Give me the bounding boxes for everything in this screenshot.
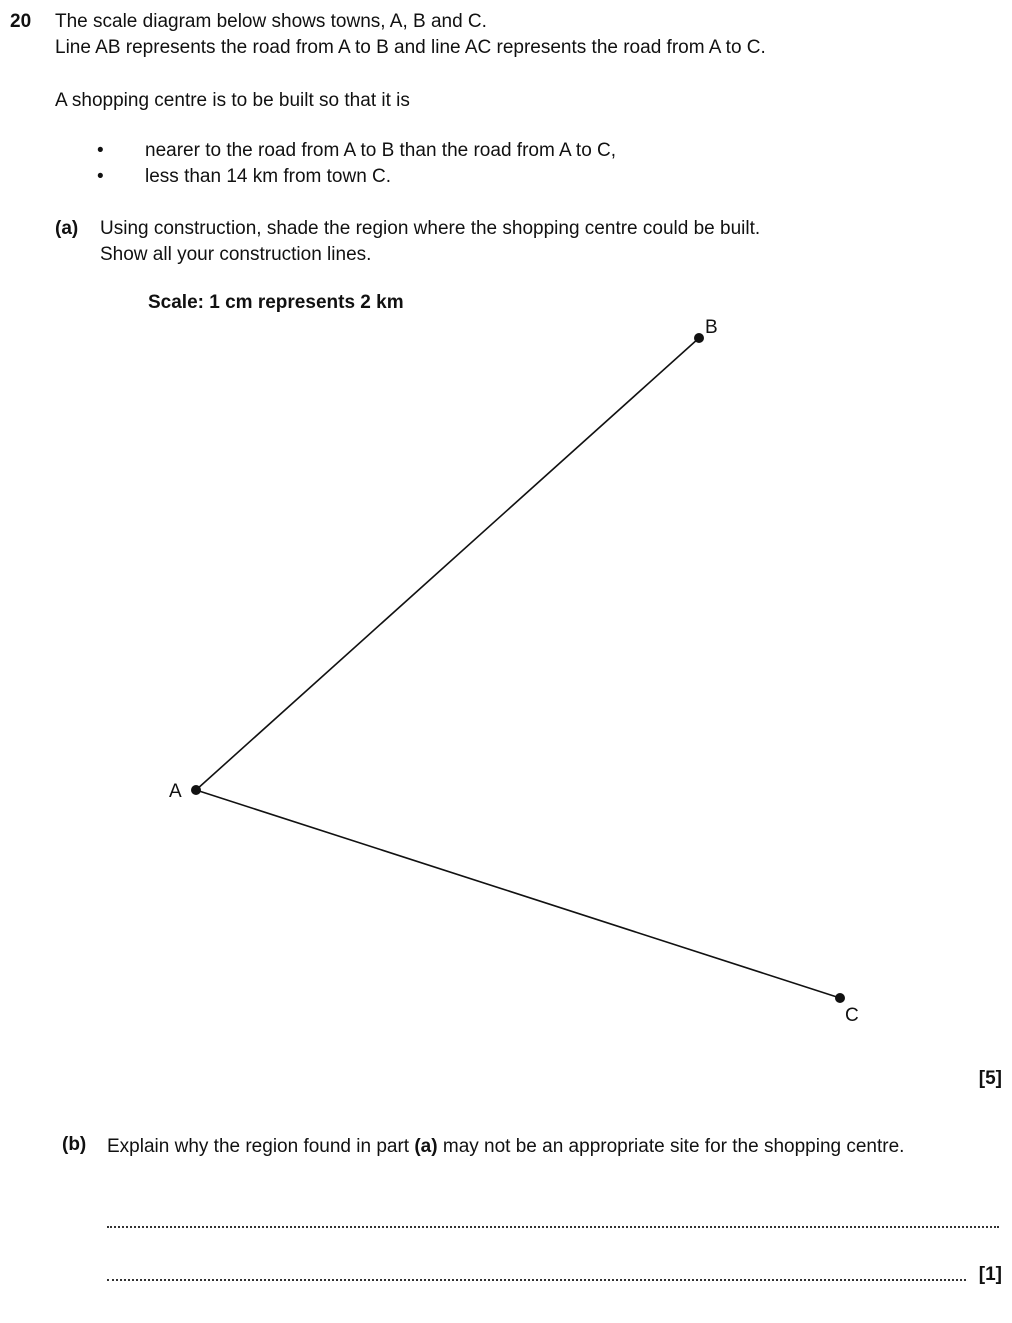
condition-nearer-to-ab: nearer to the road from A to B than the road from A to C, — [145, 140, 617, 161]
condition-distance-from-c: less than 14 km from town C. — [145, 166, 392, 187]
road-line-ab — [196, 338, 699, 790]
town-c-point — [835, 993, 845, 1003]
shopping-centre-intro: A shopping centre is to be built so that it is — [55, 90, 410, 111]
part-a-instruction-1: Using construction, shade the region where the shopping centre could be built. — [100, 218, 761, 239]
town-b-point — [694, 333, 704, 343]
part-b-text-start: Explain why the region found in part — [107, 1136, 415, 1157]
part-a-instruction-2: Show all your construction lines. — [100, 244, 372, 265]
town-a-label: A — [169, 781, 182, 802]
answer-line-1[interactable] — [107, 1226, 999, 1228]
scale-label: Scale: 1 cm represents 2 km — [148, 292, 404, 313]
question-intro-line-1: The scale diagram below shows towns, A, B and C. — [55, 11, 487, 32]
answer-line-2[interactable] — [107, 1279, 966, 1281]
part-a-label: (a) — [55, 218, 79, 239]
part-b-label: (b) — [62, 1134, 87, 1155]
bullet-icon: • — [97, 166, 104, 187]
bullet-icon: • — [97, 140, 104, 161]
town-c-label: C — [845, 1005, 859, 1026]
part-b-marks: [1] — [978, 1264, 1002, 1285]
question-intro-line-2: Line AB represents the road from A to B and line AC represents the road from A to C. — [55, 37, 766, 58]
town-b-label: B — [705, 317, 718, 338]
part-b-question — [107, 1134, 1001, 1160]
part-a-marks: [5] — [978, 1068, 1002, 1089]
question-number: 20 — [10, 11, 32, 32]
part-b-reference: (a) — [414, 1136, 438, 1157]
part-b-text-end: may not be an appropriate site for the shopping centre. — [437, 1136, 905, 1157]
town-a-point — [191, 785, 201, 795]
road-line-ac — [196, 790, 840, 998]
